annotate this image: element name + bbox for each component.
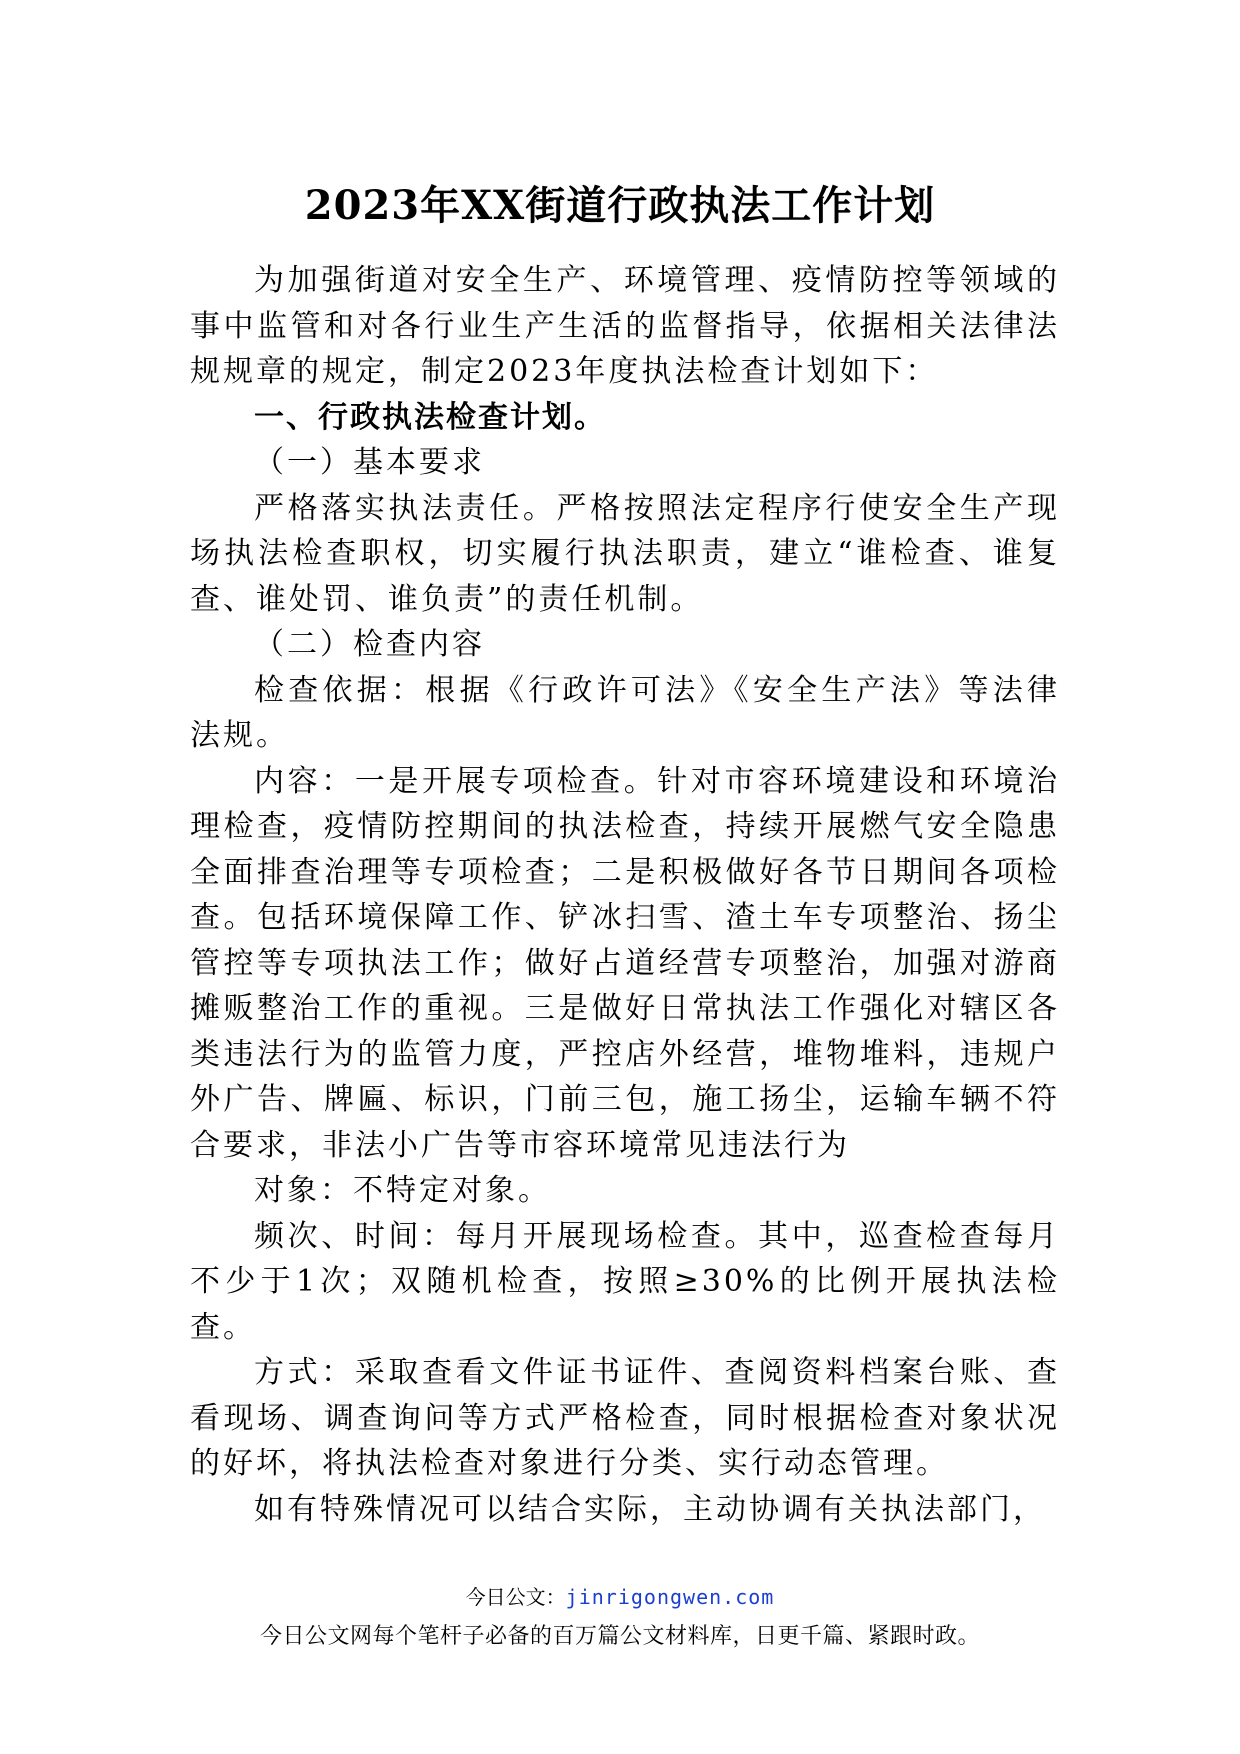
section-heading-1: 一、行政执法检查计划。	[254, 399, 606, 435]
paragraph-target: 对象：不特定对象。	[254, 1173, 551, 1208]
document-title: 2023年XX街道行政执法工作计划	[304, 182, 936, 229]
paragraph-inspection-basis: 检查依据：根据《行政许可法》《安全生产法》等法律法规。	[190, 672, 1060, 753]
paragraph-special-cases: 如有特殊情况可以结合实际，主动协调有关执法部门，	[254, 1491, 1046, 1527]
footer-site-link[interactable]: jinrigongwen.com	[565, 1585, 775, 1609]
paragraph-responsibility: 严格落实执法责任。严格按照法定程序行使安全生产现场执法检查职权，切实履行执法职责，建立“谁检查、谁复查、谁处罚、谁负责”的责任机制。	[190, 490, 1060, 617]
paragraph-content: 内容：一是开展专项检查。针对市容环境建设和环境治理检查，疫情防控期间的执法检查，持续开展燃气安全隐患全面排查治理等专项检查；二是积极做好各节日期间各项检查。包括环境保障工作、铲冰扫雪、渣土车专项整治、扬尘管控等专项执法工作；做好占道经营专项整治，加强对游商摊贩整治工作的重视。三是做好日常执法工作强化对辖区各类违法行为的监管力度，严控店外经营，堆物堆料，违规户外广告、牌匾、标识，门前三包，施工扬尘，运输车辆不符合要求，非法小广告等市容环境常见违法行为	[190, 763, 1060, 1163]
subsection-heading-inspection-content: （二）检查内容	[254, 627, 485, 662]
paragraph-frequency: 频次、时间：每月开展现场检查。其中，巡查检查每月不少于1次；双随机检查，按照≥30%的比例开展执法检查。	[190, 1218, 1060, 1345]
intro-paragraph: 为加强街道对安全生产、环境管理、疫情防控等领域的事中监管和对各行业生产生活的监督指导，依据相关法律法规规章的规定，制定2023年度执法检查计划如下：	[190, 263, 1060, 389]
footer-source	[0, 1583, 1240, 1611]
footer-slogan: 今日公文网每个笔杆子必备的百万篇公文材料库，日更千篇、紧跟时政。	[259, 1624, 980, 1649]
footer-label: 今日公文：	[465, 1585, 566, 1609]
document-body	[190, 258, 1060, 1532]
subsection-heading-basic-requirements: （一）基本要求	[254, 445, 485, 480]
paragraph-method: 方式：采取查看文件证书证件、查阅资料档案台账、查看现场、调查询问等方式严格检查，同时根据检查对象状况的好坏，将执法检查对象进行分类、实行动态管理。	[190, 1355, 1060, 1481]
